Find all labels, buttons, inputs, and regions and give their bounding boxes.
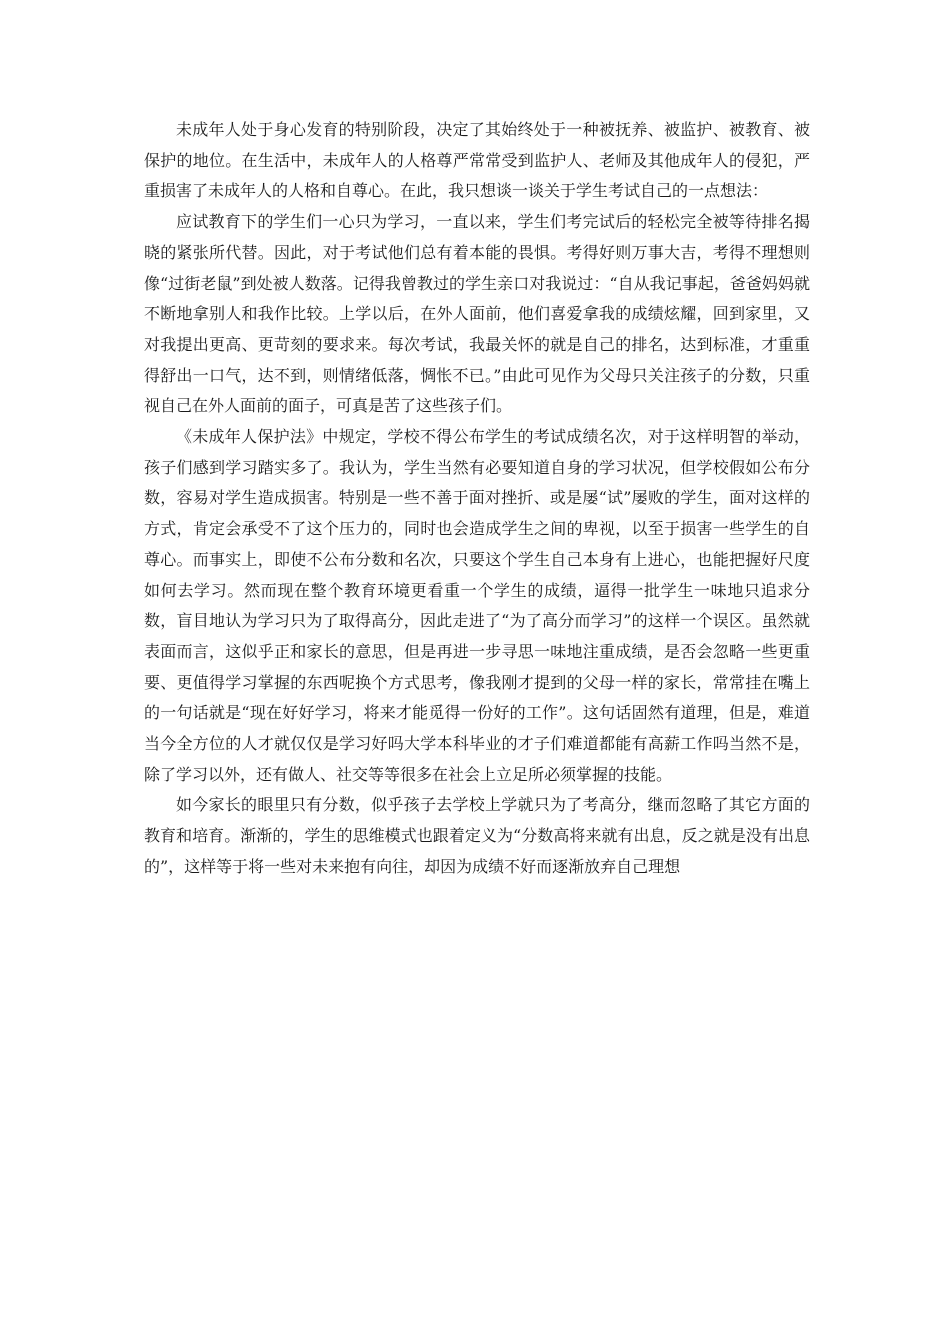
paragraph-1: 未成年人处于身心发育的特别阶段，决定了其始终处于一种被抚养、被监护、被教育、被保护的地位。在生活中，未成年人的人格尊严常常受到监护人、老师及其他成年人的侵犯，严重损害了未成年人的人格和自尊心。在此，我只想谈一谈关于学生考试自己的一点想法：	[144, 120, 810, 201]
document-body	[144, 115, 810, 883]
paragraph-2: 应试教育下的学生们一心只为学习，一直以来，学生们考完试后的轻松完全被等待排名揭晓的紧张所代替。因此，对于考试他们总有着本能的畏惧。考得好则万事大吉，考得不理想则像“过街老鼠”到处被人数落。记得我曾教过的学生亲口对我说过：“自从我记事起，爸爸妈妈就不断地拿别人和我作比较。上学以后，在外人面前，他们喜爱拿我的成绩炫耀，回到家里，又对我提出更高、更苛刻的要求来。每次考试，我最关怀的就是自己的排名，达到标准，才重重得舒出一口气，达不到，则情绪低落，惆怅不已。”由此可见作为父母只关注孩子的分数，只重视自己在外人面前的面子，可真是苦了这些孩子们。	[144, 212, 810, 416]
paragraph-3: 《未成年人保护法》中规定，学校不得公布学生的考试成绩名次，对于这样明智的举动，孩子们感到学习踏实多了。我认为，学生当然有必要知道自身的学习状况，但学校假如公布分数，容易对学生造成损害。特别是一些不善于面对挫折、或是屡“试”屡败的学生，面对这样的方式，肯定会承受不了这个压力的，同时也会造成学生之间的卑视，以至于损害一些学生的自尊心。而事实上，即使不公布分数和名次，只要这个学生自己本身有上进心，也能把握好尺度如何去学习。然而现在整个教育环境更看重一个学生的成绩，逼得一批学生一味地只追求分数，盲目地认为学习只为了取得高分，因此走进了“为了高分而学习”的这样一个误区。虽然就表面而言，这似乎正和家长的意思，但是再进一步寻思一味地注重成绩，是否会忽略一些更重要、更值得学习掌握的东西呢换个方式思考，像我刚才提到的父母一样的家长，常常挂在嘴上的一句话就是“现在好好学习，将来才能觅得一份好的工作”。这句话固然有道理，但是，难道当今全方位的人才就仅仅是学习好吗大学本科毕业的才子们难道都能有高薪工作吗当然不是，除了学习以外，还有做人、社交等等很多在社会上立足所必须掌握的技能。	[144, 427, 810, 784]
paragraph-4: 如今家长的眼里只有分数，似乎孩子去学校上学就只为了考高分，继而忽略了其它方面的教育和培育。渐渐的，学生的思维模式也跟着定义为“分数高将来就有出息，反之就是没有出息的”，这样等于将一些对未来抱有向往，却因为成绩不好而逐渐放弃自己理想	[144, 795, 810, 876]
